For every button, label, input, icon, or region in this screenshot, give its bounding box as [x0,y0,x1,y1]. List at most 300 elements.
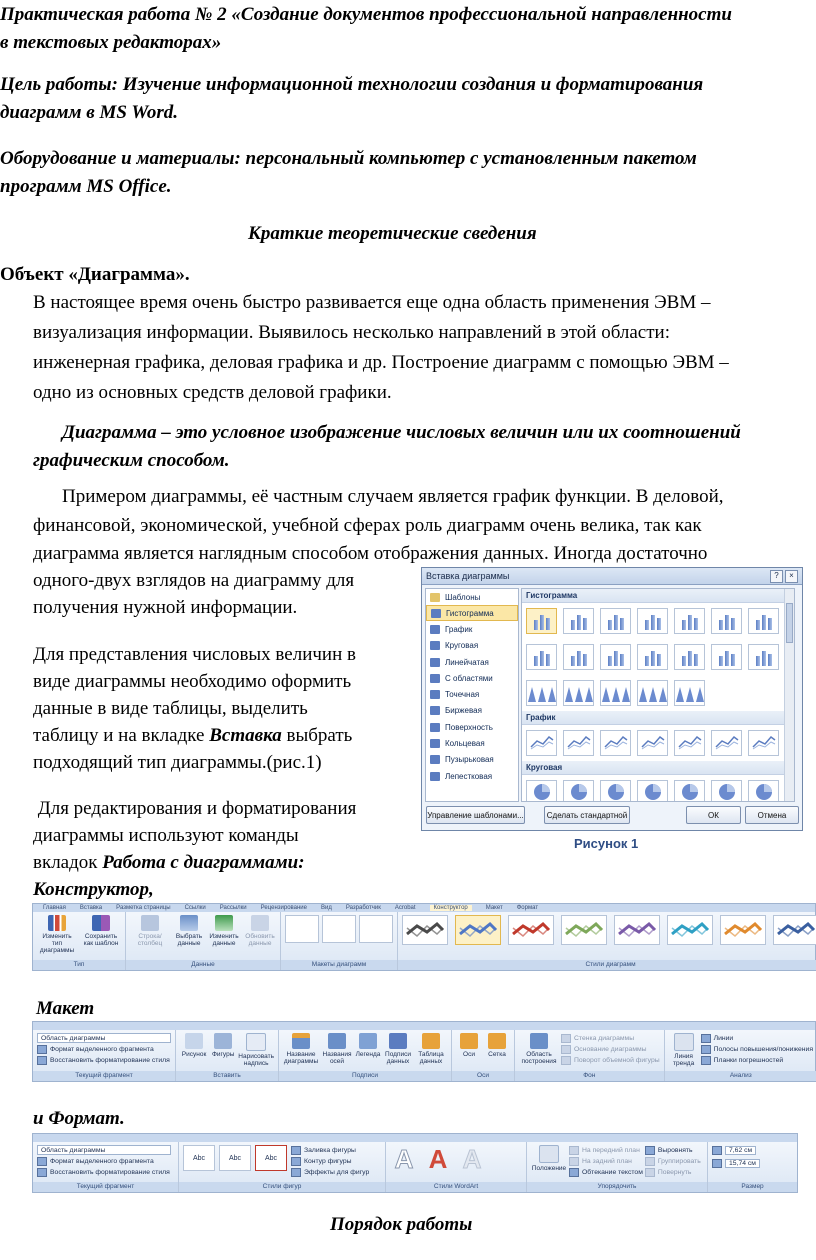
plot-area-button[interactable] [519,1033,559,1065]
bar-glyph [608,620,612,630]
format-selection-button-2[interactable] [37,1156,154,1166]
reset-style-button[interactable] [37,1055,170,1065]
ribbon-tab[interactable]: Acrobat [394,905,416,911]
outline-icon [291,1157,301,1166]
bar-glyph [762,651,766,666]
data-labels-icon [389,1033,407,1049]
group-shape-styles [179,1142,386,1192]
layout-thumb-3[interactable] [359,915,393,943]
shapes-icon [214,1033,232,1049]
bar-glyph [768,618,772,630]
category-item[interactable] [426,768,518,784]
cone-glyph [585,687,593,702]
chart-floor-label: Основание диаграммы [574,1045,647,1053]
chart-style-thumb[interactable] [720,915,766,945]
category-item[interactable] [426,605,518,621]
category-label: Биржевая [445,706,482,716]
bar-glyph [657,618,661,630]
group-button[interactable] [645,1156,701,1166]
category-item[interactable] [426,638,518,654]
save-template-button[interactable] [81,915,121,947]
bar-glyph [546,654,550,666]
bar-glyph [583,654,587,666]
chart-element-combo[interactable]: Область диаграммы [37,1033,171,1043]
reset-style-label: Восстановить форматирование стиля [50,1056,170,1064]
ribbon-tab[interactable]: Рассылки [219,905,247,911]
chart-style-thumb[interactable] [508,915,554,945]
ribbon-tab[interactable]: Конструктор [430,905,472,911]
bring-front-icon [569,1146,579,1155]
plot-area-icon [530,1033,548,1049]
chart-type-thumb[interactable] [526,608,557,634]
pie-glyph [754,783,774,801]
refresh-data-button[interactable] [244,915,276,947]
rotation-3d-button[interactable] [561,1055,660,1065]
chart-floor-button[interactable] [561,1044,660,1054]
para3-line1: Для представления числовых величин в [33,644,356,665]
bar-glyph [614,651,618,666]
chart-type-thumb[interactable] [526,780,557,802]
chart-title-button[interactable] [283,1033,319,1065]
data-table-label: Таблица данных [418,1051,444,1065]
chart-type-thumb[interactable] [748,608,779,634]
para3-line2: виде диаграммы необходимо оформить [33,671,352,692]
data-labels-label: Подписи данных [385,1051,411,1065]
position-label: Положение [531,1165,567,1172]
format-selection-label-2: Формат выделенного фрагмента [50,1157,154,1165]
histogram-row-3 [522,675,794,711]
rotate-button[interactable] [645,1167,701,1177]
chart-element-combo-format[interactable]: Область диаграммы [37,1145,171,1155]
bar-glyph [694,618,698,630]
chart-type-thumb[interactable] [526,680,557,706]
group-styles [398,912,816,970]
reset-icon [37,1056,47,1065]
definition-line2: графическим способом. [33,450,230,471]
group-size [708,1142,797,1192]
group-insert-label: Вставить [176,1071,278,1081]
ribbon-tab[interactable]: Ссылки [184,905,206,911]
row-column-button[interactable] [130,915,170,947]
change-chart-type-button[interactable] [37,915,77,954]
edit-data-icon [215,915,233,931]
updown-bars-label: Полосы повышения/понижения [713,1045,814,1053]
shapes-button[interactable] [210,1033,236,1058]
chart-style-thumb[interactable] [614,915,660,945]
chart-type-thumb[interactable] [637,680,668,706]
bar-glyph [571,620,575,630]
layout-label: Макет [36,998,95,1019]
width-field[interactable] [712,1158,760,1168]
category-item[interactable] [426,589,518,605]
align-icon [645,1146,655,1155]
rotation-3d-label: Поворот объемной фигуры [574,1056,660,1064]
scroll-thumb[interactable] [786,603,793,643]
chart-type-thumb[interactable] [637,730,668,756]
updown-icon [701,1045,711,1054]
category-item[interactable] [426,735,518,751]
chart-type-thumb[interactable] [711,780,742,802]
chart-category-list [425,588,519,802]
chart-type-thumb[interactable] [563,730,594,756]
grid-button[interactable] [484,1033,510,1058]
cone-glyph [676,687,684,702]
category-item[interactable] [426,686,518,702]
text-wrap-icon [569,1168,579,1177]
textbox-label: Нарисовать надпись [238,1053,274,1067]
chart-type-thumb[interactable] [674,644,705,670]
category-icon [431,609,441,618]
format-selection-button[interactable] [37,1044,154,1054]
format-selection-label: Формат выделенного фрагмента [50,1045,154,1053]
cone-glyph [602,687,610,702]
bar-glyph [534,620,538,630]
chart-style-icon [456,916,500,944]
shape-outline-button[interactable] [291,1156,369,1166]
bar-glyph [540,651,544,666]
wordart-style-1[interactable]: A [394,1144,414,1174]
cone-glyph [612,687,620,702]
group-current-label-2: Текущий фрагмент [33,1182,178,1192]
bar-glyph [620,618,624,630]
line-glyph [751,733,777,751]
data-labels-button[interactable] [383,1033,413,1065]
chart-type-thumb[interactable] [637,644,668,670]
lines-label: Линии [713,1034,734,1042]
category-item[interactable] [426,621,518,637]
chart-title-icon [292,1033,310,1049]
shapes-label: Фигуры [211,1051,235,1058]
para3-line3: данные в виде таблицы, выделить [33,698,308,719]
cone-glyph [528,687,536,702]
group-data [126,912,281,970]
category-item[interactable] [426,703,518,719]
ribbon-tab[interactable]: Рецензирование [260,905,307,911]
line-glyph [640,733,666,751]
align-button[interactable] [645,1145,701,1155]
chart-wall-button[interactable] [561,1033,660,1043]
height-icon [712,1146,722,1155]
axes-icon [460,1033,478,1049]
para3-line4 [33,721,352,751]
textbox-button[interactable] [238,1033,274,1067]
chart-style-thumb[interactable] [402,915,448,945]
histogram-row-2 [522,639,794,675]
bar-glyph [688,615,692,630]
para2-line2: финансовой, экономической, учебной сферах роль диаграмм очень велика, так как [33,515,702,536]
para1-line1: В настоящее время очень быстро развивается еще одна область применения ЭВМ – [33,292,711,313]
group-bg-label: Фон [515,1071,664,1081]
edit-data-label: Изменить данные [209,933,239,947]
edit-data-button[interactable] [208,915,240,947]
close-icon[interactable]: × [785,570,798,583]
help-icon[interactable]: ? [770,570,783,583]
bar-glyph [762,615,766,630]
group-styles-label: Стили диаграмм [398,960,816,970]
chart-title-label: Название диаграммы [283,1051,319,1065]
chart-type-thumb[interactable] [637,780,668,802]
group-background [515,1030,665,1081]
ribbon-tab[interactable]: Главная [43,905,66,911]
trendline-icon [674,1033,694,1051]
chart-style-icon [668,916,712,944]
section-pie: Круговая [522,761,794,775]
category-item[interactable] [426,654,518,670]
chart-type-thumb[interactable] [600,608,631,634]
shape-fill-button[interactable] [291,1145,369,1155]
error-bars-icon [701,1056,711,1065]
row-column-label: Строка/столбец [137,933,163,947]
ribbon-tab[interactable]: Разработчик [345,905,381,911]
axis-titles-icon [328,1033,346,1049]
set-default-button[interactable]: Сделать стандартной [544,806,630,824]
category-icon [430,658,440,667]
category-icon [430,706,440,715]
chart-type-thumb[interactable] [563,608,594,634]
para4-line2: диаграммы используют команды [33,825,299,846]
chart-style-thumb[interactable] [773,915,816,945]
category-label: Лепестковая [445,771,493,781]
chart-style-icon [615,916,659,944]
chart-type-thumb[interactable] [637,608,668,634]
select-data-icon [180,915,198,931]
send-back-icon [569,1157,579,1166]
ribbon-tabs [33,904,815,912]
ribbon-tab[interactable]: Вид [321,905,332,911]
chart-type-thumb[interactable] [600,680,631,706]
legend-label: Легенда [355,1051,381,1058]
axis-titles-button[interactable] [321,1033,353,1065]
data-table-button[interactable] [415,1033,447,1065]
bar-glyph [546,618,550,630]
category-icon [430,625,440,634]
chart-style-thumb[interactable] [455,915,501,945]
grid-icon [488,1033,506,1049]
shape-style-1[interactable]: Abc [183,1145,215,1171]
para3-line5: подходящий тип диаграммы.(рис.1) [33,752,322,773]
definition-line1: Диаграмма – это условное изображение числовых величин или их соотношений [62,422,741,443]
group-wordart-label: Стили WordArt [386,1182,526,1192]
bar-glyph [645,656,649,666]
legend-button[interactable] [355,1033,381,1058]
width-icon [712,1159,722,1168]
text-wrap-label: Обтекание текстом [582,1168,643,1176]
chart-wall-label: Стенка диаграммы [574,1034,635,1042]
shape-effects-label: Эффекты для фигур [304,1168,370,1176]
manage-templates-button[interactable]: Управление шаблонами... [426,806,525,824]
floor-icon [561,1045,571,1054]
group-insert [176,1030,279,1081]
chart-type-thumb[interactable] [748,780,779,802]
bar-glyph [682,656,686,666]
chart-type-thumb[interactable] [748,730,779,756]
bring-front-button[interactable] [569,1145,643,1155]
gallery-scrollbar[interactable] [784,589,794,801]
picture-button[interactable] [180,1033,208,1058]
group-current-fragment [33,1030,176,1081]
shape-effects-button[interactable] [291,1167,369,1177]
picture-icon [185,1033,203,1049]
position-icon [539,1145,559,1163]
shape-style-3[interactable]: Abc [255,1145,287,1171]
equipment-line1: Оборудование и материалы: персональный компьютер с установленным пакетом [0,148,697,169]
ribbon-tab[interactable]: Вставка [79,905,103,911]
ribbon-tab[interactable]: Разметка страницы [116,905,171,911]
reset-style-button-2[interactable] [37,1167,170,1177]
lines-button[interactable] [701,1033,813,1043]
trendline-button[interactable] [669,1033,699,1067]
bar-glyph [682,620,686,630]
chart-style-thumb[interactable] [561,915,607,945]
format-icon-2 [37,1157,47,1166]
bar-glyph [725,615,729,630]
wordart-style-2[interactable]: A [428,1144,448,1174]
group-layouts-label: Макеты диаграмм [281,960,397,970]
shape-fill-label: Заливка фигуры [304,1146,356,1154]
group-axes-label: Оси [452,1071,514,1081]
category-item[interactable] [426,752,518,768]
bring-front-label: На передний план [582,1146,640,1154]
cone-glyph [622,687,630,702]
para2-line3: диаграмма является наглядным способом отображения данных. Иногда достаточно [33,543,708,564]
chart-type-thumb[interactable] [674,608,705,634]
para3-line4-a: таблицу и на вкладке [33,725,210,746]
save-template-label: Сохранить как шаблон [83,933,119,947]
bar-glyph [719,656,723,666]
para3-line4-c: выбрать [281,725,353,746]
axis-titles-label: Названия осей [322,1051,352,1065]
rotate-icon [645,1168,655,1177]
group-data-label: Данные [126,960,280,970]
chart-type-thumb[interactable] [711,730,742,756]
pie-glyph [569,783,589,801]
cone-glyph [696,687,704,702]
trendline-label: Линия тренда [673,1053,695,1067]
line-glyph [677,733,703,751]
updown-bars-button[interactable] [701,1044,813,1054]
chart-style-icon [721,916,765,944]
chart-type-thumb[interactable] [600,730,631,756]
group-arrange-label: Упорядочить [527,1182,707,1192]
category-label: Поверхность [445,722,493,732]
group-analysis [665,1030,816,1081]
graph-row [522,725,794,761]
chart-type-thumb[interactable] [563,780,594,802]
category-icon [430,641,440,650]
category-label: График [445,624,473,634]
category-icon [430,690,440,699]
axes-button[interactable] [456,1033,482,1058]
category-icon [430,755,440,764]
chart-type-thumb[interactable] [563,680,594,706]
section-graph: График [522,711,794,725]
layout-thumb-2[interactable] [322,915,356,943]
cone-glyph [575,687,583,702]
chart-type-thumb[interactable] [526,730,557,756]
line-glyph [566,733,592,751]
bar-glyph [688,651,692,666]
equipment-line2: программ MS Office. [0,176,172,197]
bar-glyph [571,656,575,666]
chart-type-thumb[interactable] [674,680,705,706]
height-field[interactable] [712,1145,756,1155]
chart-type-thumb[interactable] [526,644,557,670]
chart-type-thumb[interactable] [748,644,779,670]
category-icon [430,772,440,781]
change-chart-type-label: Изменить тип диаграммы [39,933,75,954]
category-item[interactable] [426,719,518,735]
height-value[interactable]: 7,62 см [725,1146,756,1155]
error-bars-button[interactable] [701,1055,813,1065]
group-type [33,912,126,970]
position-button[interactable] [531,1145,567,1172]
text-wrap-button[interactable] [569,1167,643,1177]
constructor-label: Конструктор, [33,879,154,900]
send-back-label: На задний план [582,1157,632,1165]
cancel-button[interactable]: Отмена [745,806,799,824]
reset-icon-2 [37,1168,47,1177]
category-label: Гистограмма [446,608,494,618]
pie-glyph [680,783,700,801]
group-layouts [281,912,398,970]
ribbon-constructor [32,903,816,971]
chart-type-thumb[interactable] [711,644,742,670]
ribbon-layout [32,1021,816,1082]
chart-type-gallery [521,588,795,802]
bar-glyph [651,651,655,666]
para4-line3 [33,848,305,878]
send-back-button[interactable] [569,1156,643,1166]
para4-line1: Для редактирования и форматирования [33,798,357,819]
chart-type-thumb[interactable] [600,780,631,802]
bar-glyph [731,618,735,630]
chart-type-thumb[interactable] [674,730,705,756]
chart-type-thumb[interactable] [563,644,594,670]
bar-glyph [540,615,544,630]
bar-glyph [756,656,760,666]
category-icon [430,674,440,683]
fill-icon [291,1146,301,1155]
category-label: Кольцевая [445,739,485,749]
category-label: Круговая [445,641,479,651]
ribbon-tab[interactable]: Формат [516,905,539,911]
group-arrange [527,1142,708,1192]
data-table-icon [422,1033,440,1049]
shape-style-2[interactable]: Abc [219,1145,251,1171]
chart-tools-ref: Работа с диаграммами: [102,852,305,873]
chart-type-thumb[interactable] [674,780,705,802]
layout-thumb-1[interactable] [285,915,319,943]
wordart-style-3[interactable]: A [462,1144,482,1174]
group-axes [452,1030,515,1081]
chart-type-thumb[interactable] [711,608,742,634]
para2-line4: одного-двух взглядов на диаграмму для [33,570,355,591]
select-data-button[interactable] [174,915,204,947]
category-icon [430,739,440,748]
width-value[interactable]: 15,74 см [725,1159,760,1168]
ok-button[interactable]: ОК [686,806,741,824]
chart-style-thumb[interactable] [667,915,713,945]
wall-icon [561,1034,571,1043]
cone-glyph [686,687,694,702]
category-item[interactable] [426,670,518,686]
bar-glyph [583,618,587,630]
chart-style-icon [562,916,606,944]
cone-glyph [548,687,556,702]
ribbon-tab[interactable]: Макет [485,905,503,911]
chart-type-thumb[interactable] [600,644,631,670]
picture-label: Рисунок [181,1051,207,1058]
